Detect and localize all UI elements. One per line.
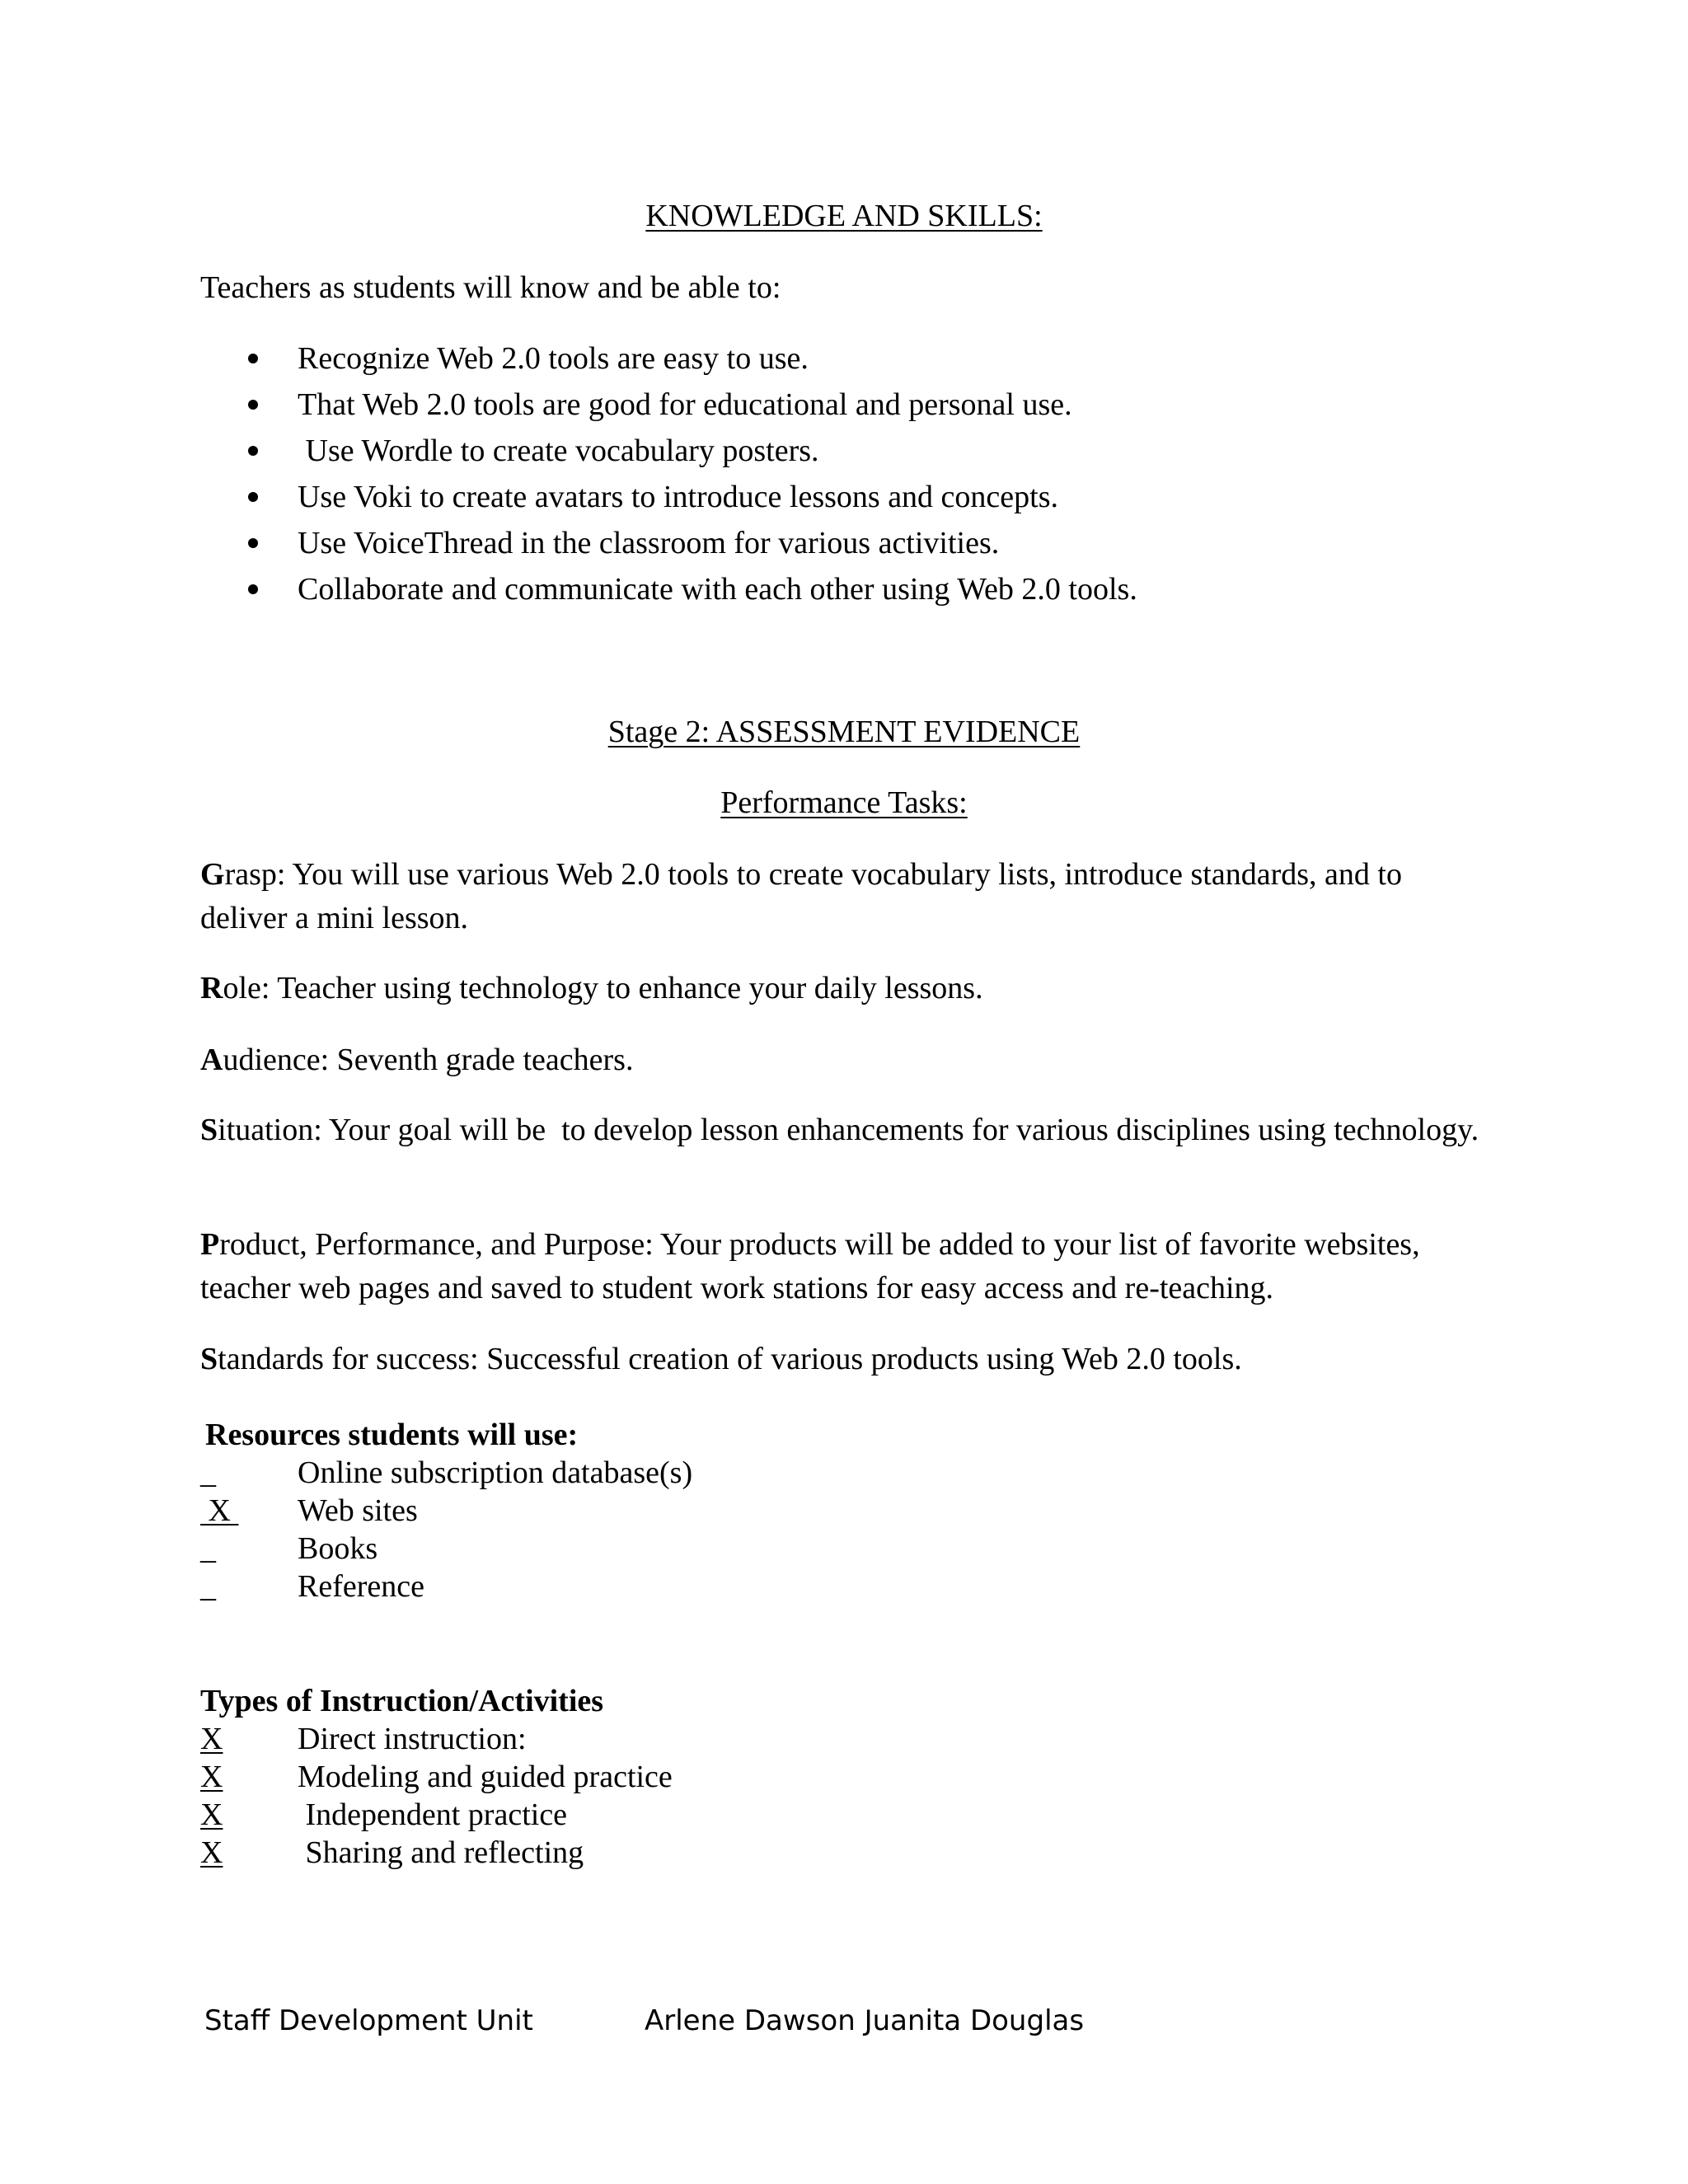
bullet-item: Recognize Web 2.0 tools are easy to use. xyxy=(200,335,1519,382)
knowledge-bullet-list xyxy=(200,335,1519,612)
stage2-heading: Stage 2: ASSESSMENT EVIDENCE xyxy=(607,715,1081,749)
bullet-item: That Web 2.0 tools are good for educational and personal use. xyxy=(200,382,1519,428)
resources-title: Resources students will use: xyxy=(205,1418,579,1452)
bullet-icon xyxy=(248,584,258,594)
footer-authors: Arlene Dawson Juanita Douglas xyxy=(645,2004,1085,2037)
checkbox-mark: _ xyxy=(200,1455,216,1490)
checkbox-mark: _ xyxy=(200,1531,216,1566)
grasp-goal-paragraph: Grasp: You will use various Web 2.0 tools to create vocabulary lists, introduce standards, and to deliver a mini lesson. xyxy=(200,857,1402,935)
bullet-icon xyxy=(248,354,258,363)
grasp-product-paragraph: Product, Performance, and Purpose: Your products will be added to your list of favorite websites, teacher web pages and saved to student work stations for easy access and re-teaching. xyxy=(200,1227,1420,1305)
bullet-item: Collaborate and communicate with each other using Web 2.0 tools. xyxy=(200,566,1519,612)
footer-unit: Staff Development Unit xyxy=(204,2004,533,2037)
grasp-audience-paragraph: Audience: Seventh grade teachers. xyxy=(200,1043,634,1077)
document-page: KNOWLEDGE AND SKILLS: Teachers as students will know and be able to: Recognize Web 2.0 tools are easy to use. That Web 2.0 tools are good for educational and personal use. Use Wordle to create vocabulary posters. Use Voki to create avatars to introduce lessons and concepts. Use VoiceThread in the classroom for various activities. Collaborate and communicate with each other using Web 2.0 tools. Stage 2: ASSESSMENT EVIDENCE Performance Tasks: Grasp: You will use various Web 2.0 tools to create vocabulary lists, introduce standards, and to deliver a mini lesson. Role: Teacher using technology to enhance your daily lessons. Audience: Seventh grade teachers. Situation: Your goal will be to develop lesson enhancements for various disciplines using technology. Product, Performance, and Purpose: Your products will be added to your list of favorite websites, teacher web pages and saved to student work stations for easy access and re-teaching. Standards for success: Successful creation of various products using Web 2.0 tools. Resources students will use: _ Online subscription database(s) X Web sites _ Books _ Reference Types of Instruction/Activities X Direct instruction: X Modeling and guided practice X Independent practice X Sharing and reflecting Staff Development Unit Arlene Dawson Juanita Douglas xyxy=(0,0,1688,2184)
grasp-role-paragraph: Role: Teacher using technology to enhance your daily lessons. xyxy=(200,971,983,1005)
checkbox-mark: X xyxy=(200,1797,223,1832)
bullet-item: Use Voki to create avatars to introduce lessons and concepts. xyxy=(200,474,1519,520)
knowledge-skills-heading: KNOWLEDGE AND SKILLS: xyxy=(645,199,1043,233)
bullet-icon xyxy=(248,538,258,548)
grasp-situation-paragraph: Situation: Your goal will be to develop lesson enhancements for various disciplines using technology. xyxy=(200,1113,1479,1147)
bullet-item: Use VoiceThread in the classroom for various activities. xyxy=(200,520,1519,566)
checkbox-mark: X xyxy=(200,1760,223,1794)
grasp-standards-paragraph: Standards for success: Successful creation of various products using Web 2.0 tools. xyxy=(200,1342,1242,1376)
checkbox-mark: X xyxy=(200,1722,223,1756)
checkbox-mark: X xyxy=(200,1835,223,1870)
bullet-icon xyxy=(248,492,258,502)
bullet-item: Use Wordle to create vocabulary posters. xyxy=(200,428,1519,474)
knowledge-intro: Teachers as students will know and be able to: xyxy=(200,270,781,305)
performance-tasks-heading: Performance Tasks: xyxy=(720,785,968,820)
checkbox-mark: _ xyxy=(200,1569,216,1604)
bullet-icon xyxy=(248,400,258,410)
instruction-title: Types of Instruction/Activities xyxy=(200,1684,604,1718)
bullet-icon xyxy=(248,446,258,456)
checkbox-mark: X xyxy=(200,1493,239,1528)
